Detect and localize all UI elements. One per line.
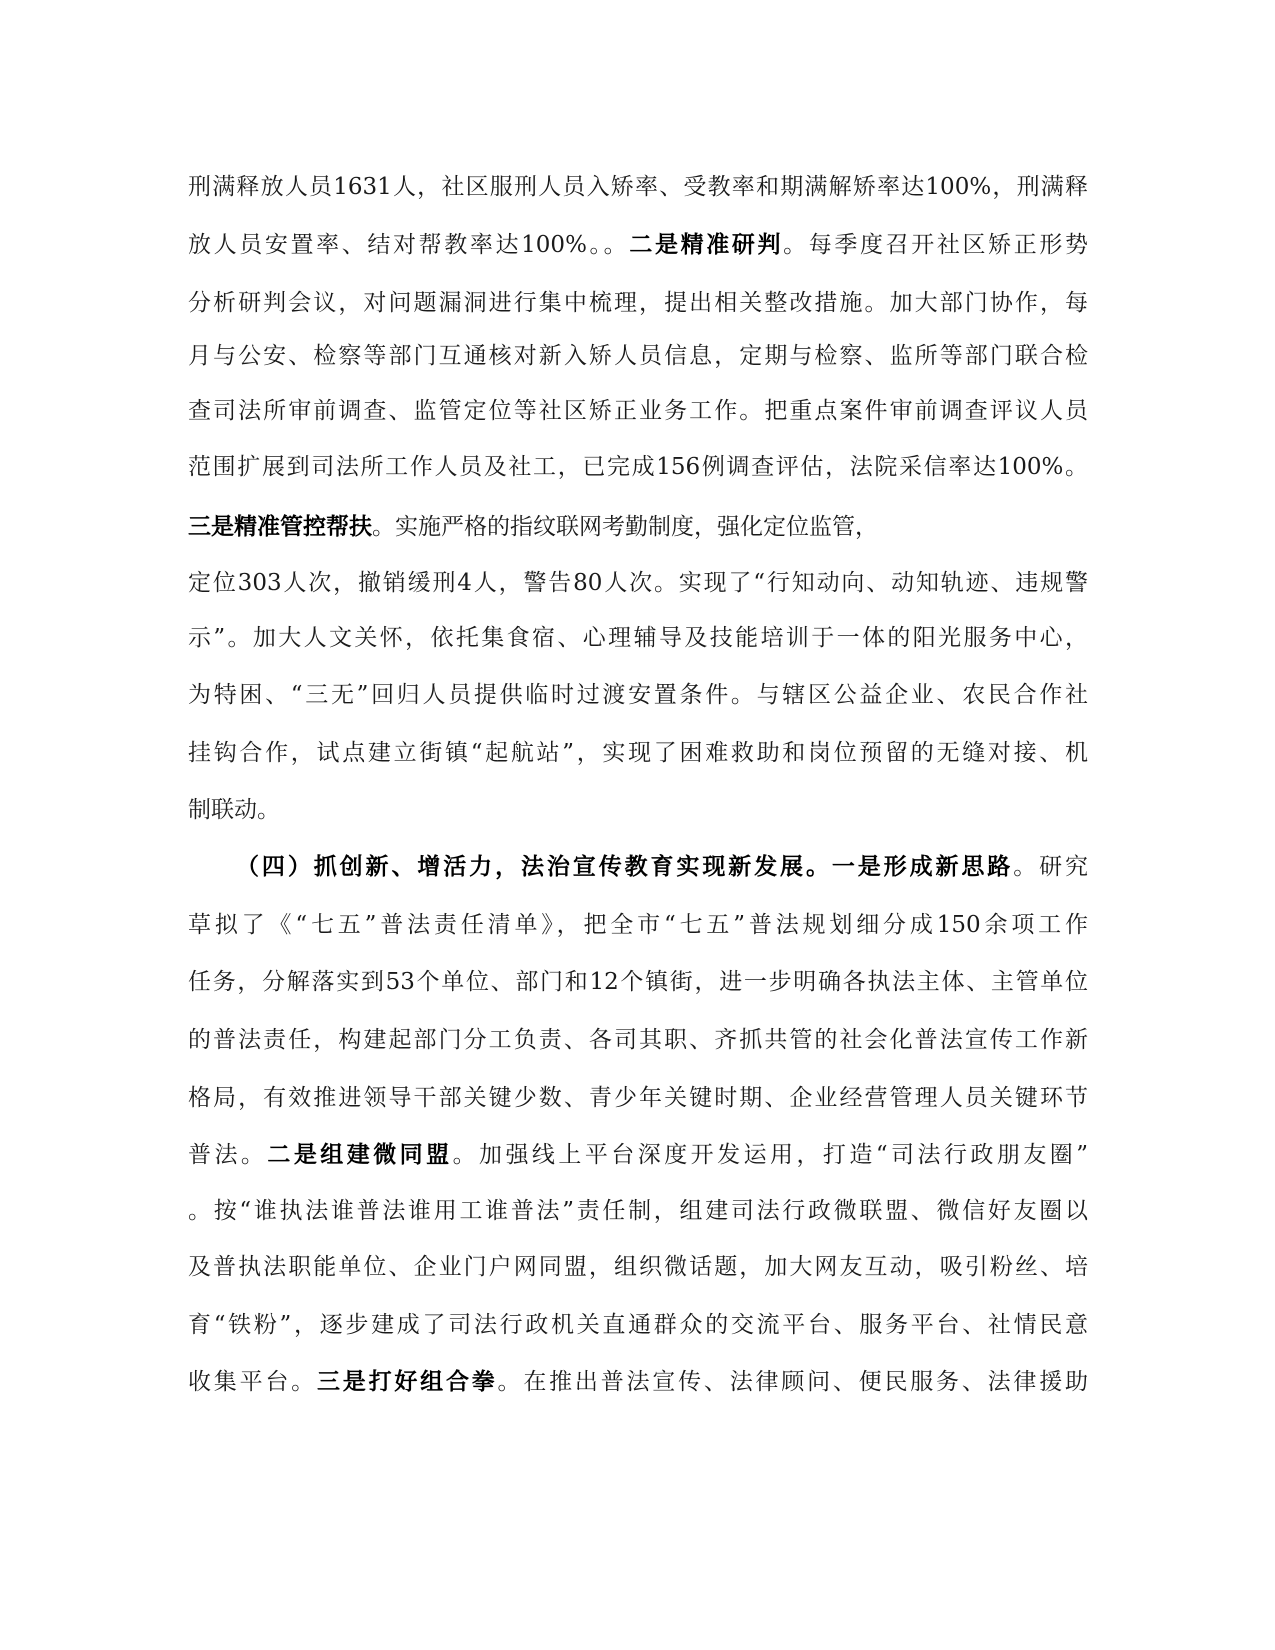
bold-phrase: 三是精准管控帮扶 <box>188 513 372 540</box>
text-segment: 挂钩合作，试点建立街镇“起航站”，实现了困难救助和岗位预留的无缝对接、机 <box>188 740 1088 766</box>
text-line <box>188 910 1088 940</box>
text-segment: 为特困、“三无”回归人员提供临时过渡安置条件。与辖区公益企业、农民合作社 <box>188 682 1088 708</box>
text-line <box>188 288 1088 318</box>
text-segment: 普法。 <box>188 1142 268 1168</box>
text-segment: 。研究 <box>1013 854 1088 880</box>
text-segment: 的普法责任，构建起部门分工负责、各司其职、齐抓共管的社会化普法宣传工作新 <box>188 1027 1088 1053</box>
text-segment: 。按“谁执法谁普法谁用工谁普法”责任制，组建司法行政微联盟、微信好友圈以 <box>188 1198 1088 1224</box>
text-line <box>188 1140 1088 1170</box>
bold-phrase: 三是打好组合拳 <box>316 1368 498 1395</box>
text-segment: 育“铁粉”，逐步建成了司法行政机关直通群众的交流平台、服务平台、社情民意 <box>188 1312 1088 1338</box>
text-line <box>188 452 1088 482</box>
text-line <box>188 1252 1088 1282</box>
text-segment: 月与公安、检察等部门互通核对新入矫人员信息，定期与检察、监所等部门联合检 <box>188 343 1088 369</box>
text-segment: 及普执法职能单位、企业门户网同盟，组织微话题，加大网友互动，吸引粉丝、培 <box>188 1254 1088 1280</box>
text-line <box>188 738 1088 768</box>
text-line <box>188 1025 1088 1055</box>
text-line <box>188 230 1088 260</box>
text-line <box>188 623 1088 653</box>
text-segment: 。实施严格的指纹联网考勤制度，强化定位监管， <box>372 514 878 540</box>
text-segment: 。加强线上平台深度开发运用，打造“司法行政朋友圈” <box>452 1142 1088 1168</box>
text-line <box>188 172 1088 202</box>
text-line <box>188 795 1088 825</box>
bold-phrase: （四）抓创新、增活力，法治宣传教育实现新发展。一是形成新思路 <box>236 853 1014 880</box>
text-line <box>188 1083 1088 1113</box>
text-segment: 放人员安置率、结对帮教率达100%。。 <box>188 232 630 258</box>
text-segment: 格局，有效推进领导干部关键少数、青少年关键时期、企业经营管理人员关键环节 <box>188 1085 1088 1111</box>
text-line <box>188 967 1088 997</box>
text-segment: 查司法所审前调查、监管定位等社区矫正业务工作。把重点案件审前调查评议人员 <box>188 398 1088 424</box>
text-segment: 范围扩展到司法所工作人员及社工，已完成156例调查评估，法院采信率达100%。 <box>188 454 1088 480</box>
text-line <box>188 1310 1088 1340</box>
text-line <box>188 396 1088 426</box>
text-segment: 刑满释放人员1631人，社区服刑人员入矫率、受教率和期满解矫率达100%，刑满释 <box>188 174 1088 200</box>
text-line <box>188 512 1088 542</box>
text-segment: 任务，分解落实到53个单位、部门和12个镇街，进一步明确各执法主体、主管单位 <box>188 969 1088 995</box>
text-segment: 。在推出普法宣传、法律顾问、便民服务、法律援助 <box>497 1369 1089 1395</box>
text-segment: 收集平台。 <box>188 1369 317 1395</box>
text-line <box>188 1367 1088 1397</box>
bold-phrase: 二是组建微同盟 <box>267 1141 453 1168</box>
text-line <box>188 341 1088 371</box>
text-line <box>188 680 1088 710</box>
text-segment: 制联动。 <box>188 797 280 823</box>
text-segment: 示”。加大人文关怀，依托集食宿、心理辅导及技能培训于一体的阳光服务中心， <box>188 625 1088 651</box>
text-segment: 定位303人次，撤销缓刑4人，警告80人次。实现了“行知动向、动知轨迹、违规警 <box>188 570 1088 596</box>
paragraph-heading-line <box>188 852 1088 882</box>
text-line <box>188 1196 1088 1226</box>
bold-phrase: 二是精准研判 <box>629 231 784 258</box>
text-segment: 。每季度召开社区矫正形势 <box>783 232 1089 258</box>
text-line <box>188 568 1088 598</box>
text-segment: 草拟了《“七五”普法责任清单》，把全市“七五”普法规划细分成150余项工作 <box>188 912 1088 938</box>
text-segment: 分析研判会议，对问题漏洞进行集中梳理，提出相关整改措施。加大部门协作，每 <box>188 290 1088 316</box>
